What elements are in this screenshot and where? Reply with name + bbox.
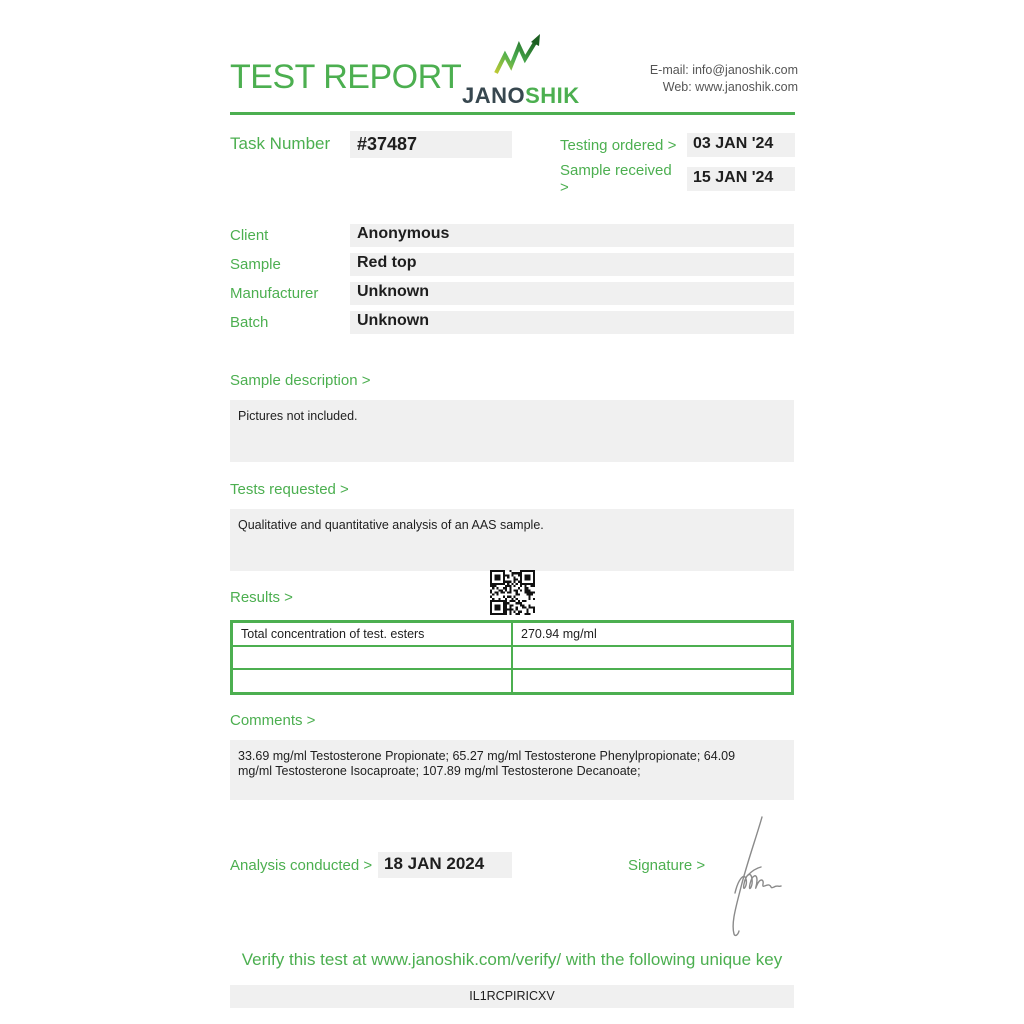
comments-heading: Comments >: [230, 712, 316, 729]
contact-email: E-mail: info@janoshik.com: [649, 63, 798, 77]
sample-description-text: Pictures not included.: [230, 400, 794, 462]
sample-value: Red top: [350, 253, 794, 276]
contact-info: [650, 62, 798, 96]
testing-ordered-label: Testing ordered >: [560, 136, 677, 154]
batch-value: Unknown: [350, 311, 794, 334]
logo: [462, 33, 580, 109]
results-row-name: [232, 646, 512, 670]
logo-wordmark: [462, 83, 580, 109]
testing-ordered-row: [560, 133, 795, 157]
qr-code: [490, 570, 535, 615]
contact-web: Web: www.janoshik.com: [662, 80, 798, 94]
analysis-date-value: 18 JAN 2024: [384, 854, 485, 873]
sample-received-row: [560, 162, 795, 196]
verify-instruction: Verify this test at www.janoshik.com/verify/ with the following unique key: [241, 950, 783, 969]
tests-requested-text: Qualitative and quantitative analysis of an AAS sample.: [230, 509, 794, 571]
tests-requested-heading: Tests requested >: [230, 481, 349, 498]
sample-received-date: 15 JAN '24: [687, 167, 795, 191]
analysis-conducted-label: Analysis conducted >: [230, 857, 373, 874]
logo-chart-arrow-icon: [487, 64, 547, 81]
results-row-name: Total concentration of test. esters: [232, 622, 512, 646]
manufacturer-label: Manufacturer: [230, 285, 319, 302]
signature-scribble: [712, 813, 784, 946]
signature-label: Signature >: [628, 857, 706, 874]
task-number-value: #37487: [357, 134, 418, 154]
results-row-value: [512, 646, 792, 670]
results-row-value: 270.94 mg/ml: [512, 622, 792, 646]
sample-label: Sample: [230, 256, 281, 273]
logo-text-jano: JANO: [462, 83, 526, 108]
results-row-value: [512, 669, 792, 693]
results-row-name: [232, 669, 512, 693]
task-number-field: [350, 131, 512, 158]
manufacturer-value: Unknown: [350, 282, 794, 305]
batch-label: Batch: [230, 314, 269, 331]
page-title: TEST REPORT: [230, 58, 462, 96]
sample-description-heading: Sample description >: [230, 372, 371, 389]
results-heading: Results >: [230, 589, 293, 606]
task-number-label: Task Number: [230, 134, 331, 153]
client-label: Client: [230, 227, 269, 244]
sample-received-label: Sample received >: [560, 162, 672, 196]
header-divider: [230, 112, 795, 115]
testing-ordered-date: 03 JAN '24: [687, 133, 795, 157]
results-table: [230, 620, 794, 695]
comments-text: 33.69 mg/ml Testosterone Propionate; 65.27 mg/ml Testosterone Phenylpropionate; 64.09 mg/ml Testosterone Isocaproate; 107.89 mg/ml Testosterone Decanoate;: [230, 740, 794, 800]
unique-key-value: IL1RCPIRICXV: [469, 989, 555, 1003]
unique-key-field: [230, 985, 794, 1008]
logo-text-shik: SHIK: [525, 83, 580, 108]
client-value: Anonymous: [350, 224, 794, 247]
analysis-date-field: [378, 852, 512, 878]
